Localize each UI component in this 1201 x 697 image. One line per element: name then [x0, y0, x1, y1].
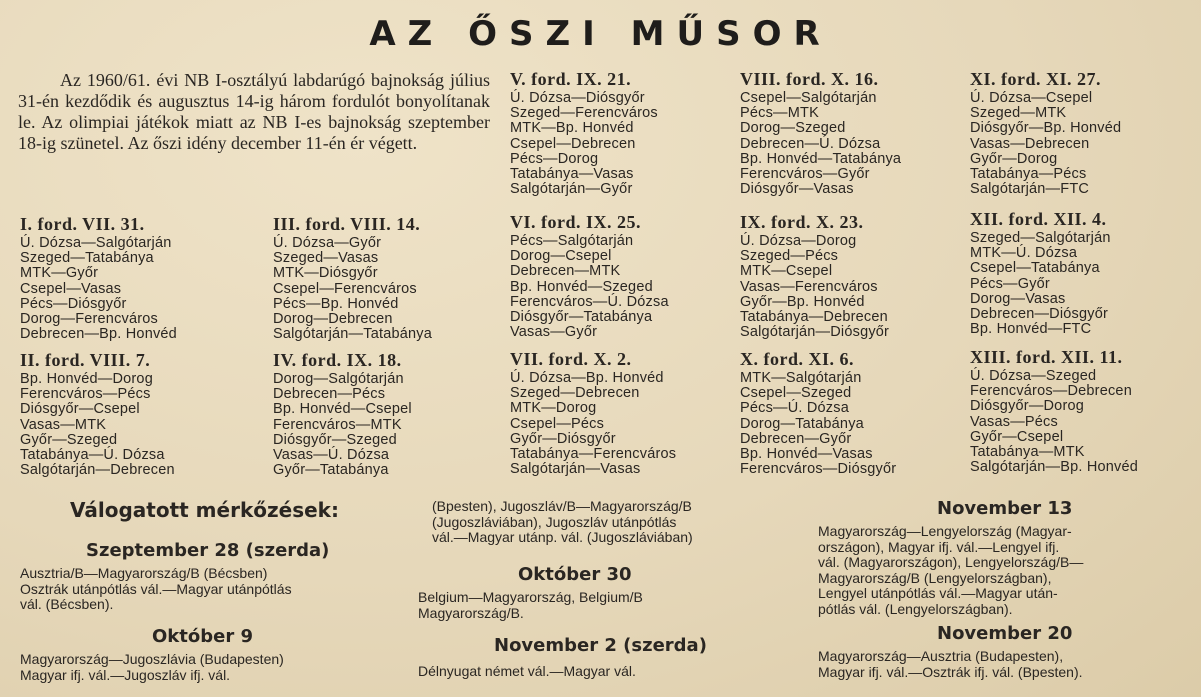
round-heading: IV. ford. IX. 18. — [273, 350, 402, 370]
intro-paragraph: Az 1960/61. évi NB I-osztályú labdarúgó bajnokság július 31-én kezdődik és augusztus 14-ig három fordulót bonyolítanak le. Az olimpiai játékok miatt az NB I-es bajnokság szeptember 18-ig szünetel. Az őszi idény december 11-én ér végett. — [18, 70, 490, 153]
text-line: Osztrák utánpótlás vál.—Magyar utánpótlás — [20, 580, 292, 597]
match-fixture: Győr—Diósgyőr — [510, 430, 616, 447]
date-heading-nov13: November 13 — [937, 498, 1073, 519]
oct9-continued-text — [432, 499, 782, 546]
match-fixture: Salgótarján—Győr — [510, 181, 633, 198]
round-block — [510, 210, 750, 340]
nov13-text — [818, 524, 1178, 617]
match-fixture: Vasas—MTK — [20, 416, 107, 433]
round-heading: III. ford. VIII. 14. — [273, 214, 421, 234]
match-fixture: Dorog—Salgótarján — [273, 371, 404, 387]
round-heading: IX. ford. X. 23. — [740, 212, 864, 232]
round-block — [20, 348, 260, 478]
round-block — [510, 67, 750, 197]
match-fixture: Szeged—Ferencváros — [510, 105, 658, 122]
match-fixture: Bp. Honvéd—Dorog — [20, 371, 153, 387]
match-fixture: Vasas—Győr — [510, 324, 598, 341]
match-fixture: MTK—Csepel — [740, 263, 833, 280]
match-fixture: Debrecen—Győr — [740, 430, 852, 447]
match-fixture: Debrecen—Pécs — [273, 386, 386, 403]
match-fixture: Csepel—Tatabánya — [970, 260, 1100, 277]
text-line: vál. (Magyarországon), Lengyelország/B— — [818, 554, 1084, 570]
match-fixture: Ferencváros—Debrecen — [970, 383, 1132, 400]
match-fixture: Diósgyőr—Bp. Honvéd — [970, 120, 1122, 137]
match-fixture: Győr—Tatabánya — [273, 462, 389, 479]
match-fixture: Salgótarján—Diósgyőr — [740, 324, 890, 341]
text-line: vál. (Bécsben). — [20, 596, 114, 612]
date-heading-nov2: November 2 (szerda) — [494, 635, 707, 656]
text-line: pótlás vál. (Lengyelországban). — [818, 600, 1013, 617]
round-heading: VII. ford. X. 2. — [510, 349, 632, 369]
match-fixture: Ferencváros—Győr — [740, 166, 870, 183]
text-line: Belgium—Magyarország, Belgium/B — [418, 589, 643, 605]
text-line: Lengyel utánpótlás vál.—Magyar után- — [818, 585, 1058, 601]
text-line: Ausztria/B—Magyarország/B (Bécsben) — [20, 565, 268, 581]
oct9-text — [20, 652, 360, 683]
match-fixture: Pécs—Salgótarján — [510, 233, 634, 249]
page-title: AZ ŐSZI MŰSOR — [369, 14, 832, 54]
match-fixture: Csepel—Ferencváros — [273, 280, 417, 297]
sep28-text — [20, 566, 360, 613]
match-fixture: Diósgyőr—Tatabánya — [510, 309, 653, 326]
match-fixture: Szeged—MTK — [970, 105, 1067, 122]
match-fixture: Vasas—Debrecen — [970, 135, 1090, 152]
match-fixture: Ferencváros—Ú. Dózsa — [510, 293, 669, 310]
text-line: Magyarország/B. — [418, 604, 524, 621]
date-heading-sep28: Szeptember 28 (szerda) — [86, 540, 330, 561]
national-matches-heading: Válogatott mérkőzések: — [70, 498, 339, 522]
match-fixture: MTK—Bp. Honvéd — [510, 120, 634, 137]
match-fixture: Diósgyőr—Vasas — [740, 181, 854, 198]
match-fixture: Ferencváros—MTK — [273, 416, 402, 433]
text-line: országon), Magyar ifj. vál.—Lengyel ifj. — [818, 538, 1060, 555]
match-fixture: Ferencváros—Diósgyőr — [740, 461, 897, 478]
date-heading-nov20: November 20 — [937, 623, 1073, 644]
round-heading: XII. ford. XII. 4. — [970, 209, 1107, 229]
match-fixture: Csepel—Szeged — [740, 385, 852, 402]
round-heading: VI. ford. IX. 25. — [510, 212, 642, 232]
round-heading: I. ford. VII. 31. — [20, 214, 145, 234]
match-fixture: Dorog—Ferencváros — [20, 311, 158, 328]
match-fixture: Szeged—Tatabánya — [20, 250, 154, 267]
match-fixture: Dorog—Debrecen — [273, 311, 393, 328]
match-fixture: MTK—Győr — [20, 265, 99, 282]
match-fixture: Tatabánya—Ú. Dózsa — [20, 447, 165, 464]
match-fixture: Diósgyőr—Csepel — [20, 401, 140, 418]
round-block — [740, 67, 980, 197]
match-fixture: Ú. Dózsa—Salgótarján — [20, 235, 172, 251]
match-fixture: Vasas—Pécs — [970, 413, 1058, 430]
round-block — [273, 212, 513, 342]
text-line: Magyar ifj. vál.—Osztrák ifj. vál. (Bpesten). — [818, 663, 1083, 680]
text-line: vál.—Magyar utánp. vál. (Jugoszláviában) — [432, 529, 693, 545]
round-block — [273, 348, 513, 478]
match-fixture: Dorog—Vasas — [970, 290, 1066, 307]
round-block — [740, 347, 980, 477]
match-fixture: MTK—Ú. Dózsa — [970, 245, 1078, 262]
match-fixture: Ú. Dózsa—Bp. Honvéd — [510, 370, 664, 386]
match-fixture: Dorog—Csepel — [510, 248, 612, 265]
match-fixture: Salgótarján—Bp. Honvéd — [970, 459, 1139, 476]
match-fixture: Salgótarján—FTC — [970, 181, 1090, 198]
match-fixture: Debrecen—Diósgyőr — [970, 306, 1108, 323]
match-fixture: Tatabánya—Vasas — [510, 166, 634, 183]
text-line: Délnyugat német vál.—Magyar vál. — [418, 663, 636, 679]
nov2-text — [418, 664, 738, 680]
match-fixture: Csepel—Debrecen — [510, 135, 636, 152]
match-fixture: Pécs—Diósgyőr — [20, 295, 127, 312]
round-heading: XI. ford. XI. 27. — [970, 69, 1102, 89]
oct30-text — [418, 590, 738, 621]
match-fixture: Pécs—Dorog — [510, 150, 599, 167]
match-fixture: Diósgyőr—Dorog — [970, 398, 1085, 415]
match-fixture: Szeged—Salgótarján — [970, 230, 1111, 246]
date-heading-oct9: Október 9 — [152, 626, 254, 647]
match-fixture: Ú. Dózsa—Diósgyőr — [510, 90, 645, 106]
match-fixture: Szeged—Debrecen — [510, 385, 640, 402]
match-fixture: Győr—Csepel — [970, 428, 1064, 445]
match-fixture: Szeged—Pécs — [740, 248, 839, 265]
match-fixture: Pécs—Ú. Dózsa — [740, 400, 849, 417]
text-line: Magyar ifj. vál.—Jugoszláv ifj. vál. — [20, 666, 231, 683]
match-fixture: Vasas—Ú. Dózsa — [273, 447, 390, 464]
text-line: (Bpesten), Jugoszláv/B—Magyarország/B — [432, 498, 692, 514]
match-fixture: Vasas—Ferencváros — [740, 278, 878, 295]
round-block — [970, 67, 1201, 197]
date-heading-oct30: Október 30 — [518, 564, 632, 585]
match-fixture: Bp. Honvéd—Szeged — [510, 278, 653, 295]
round-heading: V. ford. IX. 21. — [510, 69, 632, 89]
match-fixture: Ú. Dózsa—Győr — [273, 235, 382, 251]
match-fixture: Ferencváros—Pécs — [20, 386, 151, 403]
match-fixture: Bp. Honvéd—FTC — [970, 321, 1092, 338]
match-fixture: Ú. Dózsa—Szeged — [970, 368, 1097, 384]
match-fixture: Pécs—MTK — [740, 105, 819, 122]
match-fixture: Ú. Dózsa—Csepel — [970, 90, 1093, 106]
text-line: Magyarország—Lengyelország (Magyar- — [818, 523, 1072, 539]
match-fixture: Tatabánya—MTK — [970, 444, 1085, 461]
match-fixture: Ú. Dózsa—Dorog — [740, 233, 857, 249]
match-fixture: Szeged—Vasas — [273, 250, 379, 267]
match-fixture: Győr—Bp. Honvéd — [740, 293, 865, 310]
match-fixture: Tatabánya—Ferencváros — [510, 446, 677, 463]
match-fixture: MTK—Salgótarján — [740, 370, 862, 386]
match-fixture: Csepel—Vasas — [20, 280, 122, 297]
match-fixture: Dorog—Tatabánya — [740, 415, 864, 432]
round-heading: VIII. ford. X. 16. — [740, 69, 879, 89]
match-fixture: Salgótarján—Debrecen — [20, 462, 175, 479]
match-fixture: Győr—Dorog — [970, 150, 1058, 167]
match-fixture: Bp. Honvéd—Vasas — [740, 446, 873, 463]
text-line: Magyarország—Ausztria (Budapesten), — [818, 648, 1064, 664]
match-fixture: Debrecen—Ú. Dózsa — [740, 135, 881, 152]
match-fixture: Csepel—Salgótarján — [740, 90, 877, 106]
match-fixture: Bp. Honvéd—Tatabánya — [740, 150, 902, 167]
round-heading: XIII. ford. XII. 11. — [970, 347, 1123, 367]
match-fixture: Debrecen—MTK — [510, 263, 621, 280]
match-fixture: Csepel—Pécs — [510, 415, 605, 432]
round-heading: II. ford. VIII. 7. — [20, 350, 151, 370]
text-line: Magyarország—Jugoszlávia (Budapesten) — [20, 651, 284, 667]
match-fixture: Salgótarján—Vasas — [510, 461, 641, 478]
text-line: (Jugoszláviában), Jugoszláv utánpótlás — [432, 513, 677, 530]
match-fixture: Győr—Szeged — [20, 431, 118, 448]
round-block — [970, 345, 1201, 475]
round-block — [20, 212, 260, 342]
match-fixture: MTK—Dorog — [510, 400, 597, 417]
round-block — [970, 207, 1201, 337]
match-fixture: Diósgyőr—Szeged — [273, 431, 397, 448]
match-fixture: Bp. Honvéd—Csepel — [273, 401, 412, 418]
match-fixture: Tatabánya—Pécs — [970, 166, 1087, 183]
round-block — [510, 347, 750, 477]
match-fixture: MTK—Diósgyőr — [273, 265, 378, 282]
round-block — [740, 210, 980, 340]
text-line: Magyarország/B (Lengyelországban), — [818, 569, 1052, 586]
nov20-text — [818, 649, 1178, 680]
match-fixture: Tatabánya—Debrecen — [740, 309, 888, 326]
match-fixture: Pécs—Bp. Honvéd — [273, 295, 399, 312]
match-fixture: Salgótarján—Tatabánya — [273, 326, 432, 343]
match-fixture: Dorog—Szeged — [740, 120, 846, 137]
match-fixture: Pécs—Győr — [970, 275, 1050, 292]
round-heading: X. ford. XI. 6. — [740, 349, 854, 369]
match-fixture: Debrecen—Bp. Honvéd — [20, 326, 177, 343]
